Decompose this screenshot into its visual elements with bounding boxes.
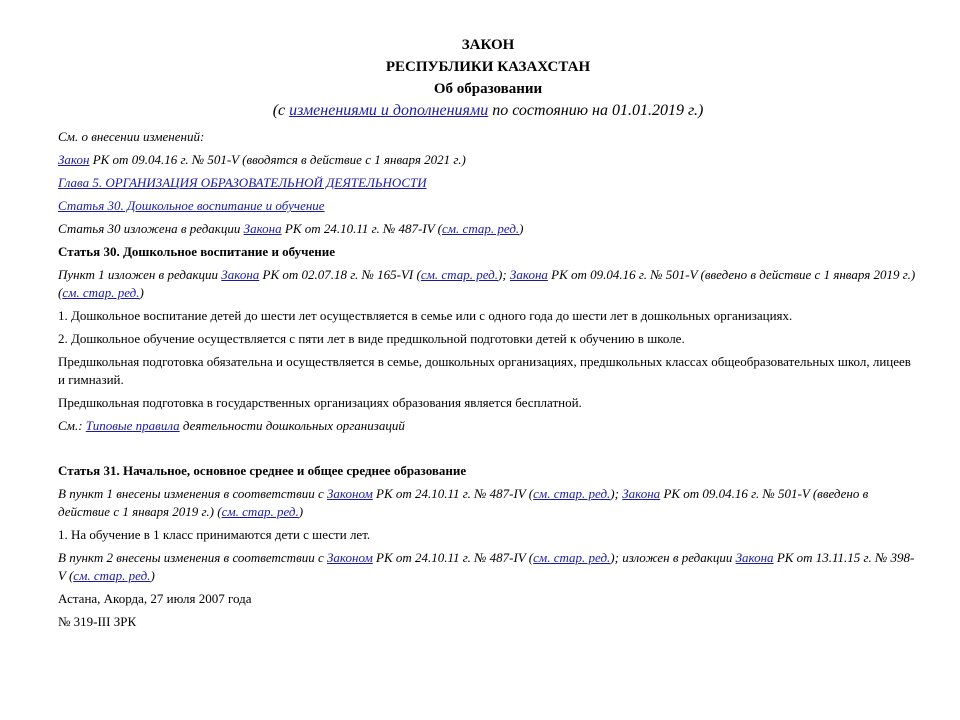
article30-point1-note	[58, 266, 920, 302]
note-text: )	[519, 221, 524, 236]
old-edition-link[interactable]: см. стар. ред.	[73, 568, 151, 583]
law-link[interactable]: Закона	[509, 267, 548, 282]
place-and-date: Астана, Акорда, 27 июля 2007 года	[58, 591, 252, 606]
old-edition-link[interactable]: см. стар. ред.	[62, 285, 140, 300]
document-header	[58, 34, 918, 122]
article31-point2-note	[58, 549, 920, 585]
note-text: См.:	[58, 418, 86, 433]
law-number: № 319-III ЗРК	[58, 614, 137, 629]
note-text: )	[139, 285, 144, 300]
article30-point2: 2. Дошкольное обучение осуществляется с пяти лет в виде предшкольной подготовки детей к обучению в школе.	[58, 331, 685, 346]
article30-link-paragraph	[58, 197, 920, 215]
note-text: РК от 24.10.11 г. № 487-IV (	[372, 486, 534, 501]
law-link[interactable]: Закона	[622, 486, 661, 501]
old-edition-link[interactable]: см. стар. ред.	[533, 486, 611, 501]
law-reference-1	[58, 151, 920, 169]
old-edition-link[interactable]: см. стар. ред.	[441, 221, 520, 236]
article31-title: Статья 31. Начальное, основное среднее и общее среднее образование	[58, 463, 467, 478]
chapter-link[interactable]: Глава 5. ОРГАНИЗАЦИЯ ОБРАЗОВАТЕЛЬНОЙ ДЕЯТЕЛЬНОСТИ	[58, 175, 427, 190]
article31-point1: 1. На обучение в 1 класс принимаются дети с шести лет.	[58, 527, 371, 542]
note-text: РК от 02.07.18 г. № 165-VI (	[259, 267, 421, 282]
note-text: ); изложен в редакции	[610, 550, 736, 565]
note-text: РК от 09.04.16 г. № 501-V (введено в действие с 1 января 2019 г.) (	[58, 267, 916, 300]
article31-point1-note	[58, 485, 920, 521]
note-text: РК от 24.10.11 г. № 487-IV (	[372, 550, 534, 565]
note-text: )	[150, 568, 155, 583]
note-text: Пункт 1 изложен в редакции	[58, 267, 222, 282]
law-link[interactable]: Законом	[326, 550, 373, 565]
note-text: );	[498, 267, 510, 282]
article30-link[interactable]: Статья 30. Дошкольное воспитание и обучение	[58, 198, 325, 213]
article30-edit-note	[58, 220, 920, 238]
law-link[interactable]: Закона	[221, 267, 260, 282]
old-edition-link[interactable]: см. стар. ред.	[221, 504, 299, 519]
article30-point1: 1. Дошкольное воспитание детей до шести лет осуществляется в семье или с одного года до шести лет в дошкольных организациях.	[58, 308, 793, 323]
law-ref-text: РК от 09.04.16 г. № 501-V (вводятся в действие с 1 января 2021 г.)	[89, 152, 466, 167]
note-text: РК от 24.10.11 г. № 487-IV (	[281, 221, 442, 236]
title-line-1: ЗАКОН	[461, 37, 515, 53]
title-status	[58, 100, 918, 122]
model-rules-link[interactable]: Типовые правила	[85, 418, 180, 433]
article30-see-also	[58, 417, 920, 435]
note-text: )	[298, 504, 304, 519]
old-edition-link[interactable]: см. стар. ред.	[533, 550, 611, 565]
note-text: Статья 30 изложена в редакции	[58, 221, 244, 236]
note-text: В пункт 1 внесены изменения в соответствии с	[58, 486, 327, 501]
old-edition-link[interactable]: см. стар. ред.	[420, 267, 498, 282]
see-changes-label: См. о внесении изменений:	[58, 129, 205, 144]
law-link[interactable]: Закон	[58, 152, 90, 167]
note-text: В пункт 2 внесены изменения в соответствии с	[58, 550, 327, 565]
note-text: РК от 09.04.16 г. № 501-V (введено в действие с 1 января 2019 г.) (	[58, 486, 869, 519]
law-link[interactable]: Законом	[326, 486, 373, 501]
law-link[interactable]: Закона	[243, 221, 282, 236]
law-link[interactable]: Закона	[735, 550, 774, 565]
changes-link[interactable]: изменениями и дополнениями	[289, 102, 489, 119]
note-text: );	[610, 486, 623, 501]
article30-paragraph3: Предшкольная подготовка обязательна и осуществляется в семье, дошкольных организациях, предшкольных классах общеобразовательных школ, лицеев и гимназий.	[58, 354, 911, 387]
article30-paragraph4: Предшкольная подготовка в государственных организациях образования является бесплатной.	[58, 395, 582, 410]
status-suffix: по состоянию на 01.01.2019 г.)	[488, 102, 704, 119]
article30-title: Статья 30. Дошкольное воспитание и обучение	[58, 244, 336, 259]
note-text: деятельности дошкольных организаций	[179, 418, 405, 433]
note-text: РК от 13.11.15 г. № 398-V (	[58, 550, 915, 583]
title-line-2: РЕСПУБЛИКИ КАЗАХСТАН	[385, 59, 591, 75]
title-line-3: Об образовании	[433, 81, 543, 97]
chapter-paragraph	[58, 174, 920, 192]
status-prefix: (с	[272, 102, 290, 119]
